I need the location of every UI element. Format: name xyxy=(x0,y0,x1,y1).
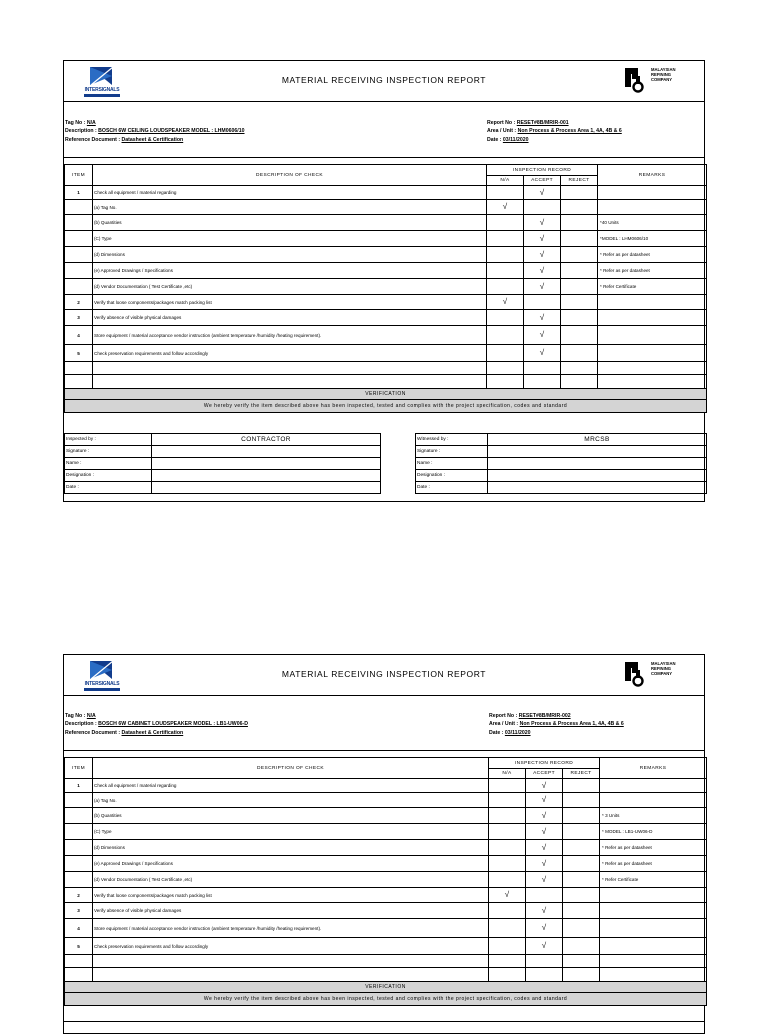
row-reject xyxy=(561,186,598,200)
row-reject xyxy=(563,808,600,824)
table-row xyxy=(65,345,707,362)
meta-left xyxy=(65,119,245,144)
row-remarks xyxy=(600,968,707,982)
row-remarks xyxy=(600,938,707,955)
header-reject: REJECT xyxy=(563,769,600,779)
row-na xyxy=(489,779,526,793)
mrc-logo-text-3: COMPANY xyxy=(651,77,673,82)
table-row xyxy=(65,919,707,938)
row-item xyxy=(65,263,93,279)
area-label: Area / Unit : xyxy=(489,721,519,728)
row-accept xyxy=(524,200,561,215)
row-reject xyxy=(563,919,600,938)
row-reject xyxy=(561,310,598,326)
witness-designation-label: Designation : xyxy=(416,470,488,482)
row-accept: √ xyxy=(526,903,563,919)
row-desc: (a) Tag No. xyxy=(93,793,489,808)
row-na xyxy=(487,310,524,326)
reference-label: Reference Document : xyxy=(65,729,121,736)
header-description: DESCRIPTION OF CHECK xyxy=(93,165,487,186)
row-na xyxy=(487,263,524,279)
mrc-logo-text-2: REFINING xyxy=(651,72,672,77)
row-desc xyxy=(93,362,487,375)
report-no-value: RESET#8B/MRIR-002 xyxy=(518,713,571,719)
row-remarks xyxy=(600,793,707,808)
header-item: ITEM xyxy=(65,165,93,186)
header-na: N/A xyxy=(489,769,526,779)
intersignals-logo-text: INTERSIGNALS xyxy=(84,681,120,687)
designation-label: Designation : xyxy=(65,470,152,482)
row-accept: √ xyxy=(526,793,563,808)
header-accept: ACCEPT xyxy=(526,769,563,779)
area-label: Area / Unit : xyxy=(487,128,517,135)
row-accept: √ xyxy=(526,938,563,955)
row-item: 2 xyxy=(65,888,93,903)
table-row xyxy=(65,955,707,968)
row-na xyxy=(489,793,526,808)
date-label: Date : xyxy=(489,729,504,736)
row-accept: √ xyxy=(524,263,561,279)
row-accept xyxy=(526,968,563,982)
report-no-label: Report No : xyxy=(487,120,516,126)
mrc-logo xyxy=(622,65,702,97)
report-no-label: Report No : xyxy=(489,713,518,719)
header-inspection-record: INSPECTION RECORD xyxy=(489,758,600,769)
row-desc: Verify that loose components/packages match packing list xyxy=(93,888,489,903)
row-accept xyxy=(524,362,561,375)
row-accept xyxy=(526,955,563,968)
row-remarks xyxy=(598,326,707,345)
row-na: √ xyxy=(487,200,524,215)
row-remarks xyxy=(600,919,707,938)
row-item: 2 xyxy=(65,295,93,310)
row-remarks: * Refer Certificate xyxy=(598,279,707,295)
row-remarks: * Refer as per datasheet xyxy=(600,840,707,856)
row-na xyxy=(487,215,524,231)
row-na xyxy=(489,903,526,919)
table-row xyxy=(65,968,707,982)
row-remarks: *MODEL : LHM0606/10 xyxy=(598,231,707,247)
table-row xyxy=(65,295,707,310)
tag-label: Tag No : xyxy=(65,120,86,126)
inspection-report-2 xyxy=(63,654,705,1034)
reference-value: Datasheet & Certification xyxy=(121,729,184,736)
table-row xyxy=(65,808,707,824)
header-description: DESCRIPTION OF CHECK xyxy=(93,758,489,779)
row-accept xyxy=(524,375,561,389)
row-item xyxy=(65,824,93,840)
witness-name-label: Name : xyxy=(416,458,488,470)
row-desc: (e) Approved Drawings / Specifications xyxy=(93,263,487,279)
row-desc: Check preservation requirements and follow accordingly xyxy=(93,345,487,362)
header-inspection-record: INSPECTION RECORD xyxy=(487,165,598,176)
row-desc: Store equipment / material acceptance vendor instruction (ambient temperature /humidity /heating requirement). xyxy=(93,919,489,938)
table-row xyxy=(65,310,707,326)
row-reject xyxy=(563,856,600,872)
row-na xyxy=(489,919,526,938)
row-remarks: * 3 Units xyxy=(600,808,707,824)
table-row xyxy=(65,326,707,345)
witness-signature-field[interactable] xyxy=(488,446,707,458)
row-reject xyxy=(563,938,600,955)
table-row xyxy=(65,215,707,231)
row-remarks xyxy=(598,362,707,375)
row-item: 4 xyxy=(65,919,93,938)
row-reject xyxy=(563,903,600,919)
date-sign-label: Date : xyxy=(65,482,152,494)
row-reject xyxy=(563,840,600,856)
row-item xyxy=(65,247,93,263)
row-na: √ xyxy=(489,888,526,903)
date-label: Date : xyxy=(487,136,502,143)
row-reject xyxy=(563,824,600,840)
mrcsb-label: MRCSB xyxy=(488,434,707,446)
row-accept: √ xyxy=(524,215,561,231)
row-accept: √ xyxy=(526,808,563,824)
name-field[interactable] xyxy=(152,458,381,470)
header-reject: REJECT xyxy=(561,176,598,186)
date-value: 03/11/2020 xyxy=(504,729,531,736)
table-row xyxy=(65,186,707,200)
description-value: BOSCH 6W CABINET LOUDSPEAKER MODEL : LB1-UW06-D xyxy=(98,721,248,728)
row-accept xyxy=(524,295,561,310)
table-row xyxy=(65,840,707,856)
row-item: 1 xyxy=(65,779,93,793)
mrc-logo xyxy=(622,659,702,691)
description-label: Description : xyxy=(65,721,97,728)
name-label: Name : xyxy=(65,458,152,470)
row-item: 3 xyxy=(65,310,93,326)
row-reject xyxy=(563,955,600,968)
row-item: 5 xyxy=(65,938,93,955)
meta-left xyxy=(65,712,248,737)
row-reject xyxy=(561,247,598,263)
row-accept: √ xyxy=(526,840,563,856)
row-item xyxy=(65,279,93,295)
area-value: Non Process & Process Area 1, 4A, 4B & 6 xyxy=(519,721,624,728)
check-table xyxy=(64,757,707,1006)
row-na xyxy=(489,955,526,968)
row-reject xyxy=(561,231,598,247)
table-row xyxy=(65,263,707,279)
reference-label: Reference Document : xyxy=(65,136,121,143)
inspected-by-label: Inspected by : xyxy=(65,434,152,446)
verification-title: VERIFICATION xyxy=(65,389,707,400)
table-row xyxy=(65,888,707,903)
row-remarks xyxy=(600,955,707,968)
row-item xyxy=(65,872,93,888)
row-desc: Verify that loose components/packages match packing list xyxy=(93,295,487,310)
reference-value: Datasheet & Certification xyxy=(121,136,184,143)
row-reject xyxy=(561,362,598,375)
row-desc: (d) Dimensions xyxy=(93,840,489,856)
row-reject xyxy=(561,375,598,389)
row-desc: Check all equipment / material regarding xyxy=(93,186,487,200)
description-label: Description : xyxy=(65,128,97,135)
row-na xyxy=(487,247,524,263)
row-na xyxy=(487,375,524,389)
row-desc xyxy=(93,375,487,389)
mrc-logo-text-2: REFINING xyxy=(651,666,672,671)
row-item xyxy=(65,375,93,389)
row-na: √ xyxy=(487,295,524,310)
row-remarks xyxy=(598,345,707,362)
row-desc: Verify absence of visible physical damages xyxy=(93,310,487,326)
witness-date-field[interactable] xyxy=(488,482,707,494)
row-accept: √ xyxy=(526,872,563,888)
verification-text: We hereby verify the item described above has been inspected, tested and complies with the project specification, codes and standard xyxy=(65,400,707,413)
verification-title: VERIFICATION xyxy=(65,982,707,993)
signature-table xyxy=(64,433,707,494)
row-accept: √ xyxy=(524,247,561,263)
signature-field[interactable] xyxy=(152,446,381,458)
row-desc: (d) Dimensions xyxy=(93,247,487,263)
row-na xyxy=(489,968,526,982)
header-remarks: REMARKS xyxy=(598,165,707,186)
intersignals-logo-text: INTERSIGNALS xyxy=(84,87,120,93)
report-no-value: RESET#8B/MRIR-001 xyxy=(516,120,569,126)
row-remarks xyxy=(598,200,707,215)
row-reject xyxy=(563,872,600,888)
row-na xyxy=(489,856,526,872)
row-accept: √ xyxy=(524,345,561,362)
table-row xyxy=(65,231,707,247)
row-remarks xyxy=(598,310,707,326)
tag-value: N/A xyxy=(86,120,96,126)
row-item xyxy=(65,808,93,824)
row-na xyxy=(489,938,526,955)
table-row xyxy=(65,903,707,919)
row-accept: √ xyxy=(524,326,561,345)
row-desc: Verify absence of visible physical damages xyxy=(93,903,489,919)
row-reject xyxy=(561,295,598,310)
table-row xyxy=(65,856,707,872)
table-row xyxy=(65,872,707,888)
report-title: MATERIAL RECEIVING INSPECTION REPORT xyxy=(281,669,487,679)
description-value: BOSCH 6W CEILING LOUDSPEAKER MODEL : LHM0606/10 xyxy=(98,128,245,135)
row-desc: (d) Vendor Documentation ( Test Certificate ,etc) xyxy=(93,872,489,888)
witness-designation-field[interactable] xyxy=(488,470,707,482)
tag-label: Tag No : xyxy=(65,713,86,719)
table-row xyxy=(65,779,707,793)
row-accept: √ xyxy=(524,310,561,326)
table-row xyxy=(65,247,707,263)
row-item xyxy=(65,200,93,215)
row-na xyxy=(487,279,524,295)
witness-date-label: Date : xyxy=(416,482,488,494)
inspection-report-1 xyxy=(63,60,705,502)
meta-right xyxy=(487,119,622,144)
table-row xyxy=(65,362,707,375)
row-accept: √ xyxy=(524,186,561,200)
row-reject xyxy=(561,279,598,295)
row-item: 5 xyxy=(65,345,93,362)
row-desc: Check all equipment / material regarding xyxy=(93,779,489,793)
row-reject xyxy=(563,779,600,793)
mrc-logo-text-3: COMPANY xyxy=(651,671,673,676)
row-remarks: * Refer as per datasheet xyxy=(598,263,707,279)
table-row xyxy=(65,375,707,389)
table-row xyxy=(65,938,707,955)
row-na xyxy=(489,872,526,888)
row-desc: (d) Vendor Documentation ( Test Certificate ,etc) xyxy=(93,279,487,295)
row-remarks: * Refer Certificate xyxy=(600,872,707,888)
area-value: Non Process & Process Area 1, 4A, 4B & 6 xyxy=(517,128,622,135)
row-remarks: *40 Units xyxy=(598,215,707,231)
row-desc: (b) Quantities xyxy=(93,808,489,824)
row-remarks xyxy=(600,779,707,793)
check-table xyxy=(64,164,707,413)
row-item xyxy=(65,856,93,872)
signature-label: Signature : xyxy=(65,446,152,458)
row-item: 4 xyxy=(65,326,93,345)
row-remarks: * MODEL : LB1-UW06-D xyxy=(600,824,707,840)
row-item xyxy=(65,840,93,856)
header-accept: ACCEPT xyxy=(524,176,561,186)
table-row xyxy=(65,200,707,215)
mrc-logo-text-1: MALAYSIAN xyxy=(651,661,676,666)
witness-signature-label: Signature : xyxy=(416,446,488,458)
date-value: 03/11/2020 xyxy=(502,136,529,143)
row-reject xyxy=(563,793,600,808)
row-remarks xyxy=(598,295,707,310)
verification-text: We hereby verify the item described above has been inspected, tested and complies with the project specification, codes and standard xyxy=(65,993,707,1006)
row-item xyxy=(65,215,93,231)
meta-right xyxy=(489,712,624,737)
row-desc xyxy=(93,955,489,968)
row-item: 1 xyxy=(65,186,93,200)
row-na xyxy=(489,824,526,840)
row-reject xyxy=(561,326,598,345)
mrc-logo-text-1: MALAYSIAN xyxy=(651,67,676,72)
row-desc: (C) Type xyxy=(93,824,489,840)
row-item xyxy=(65,362,93,375)
row-reject xyxy=(561,200,598,215)
row-desc: (e) Approved Drawings / Specifications xyxy=(93,856,489,872)
row-remarks xyxy=(600,903,707,919)
row-remarks xyxy=(598,186,707,200)
designation-field[interactable] xyxy=(152,470,381,482)
row-reject xyxy=(561,263,598,279)
witness-name-field[interactable] xyxy=(488,458,707,470)
date-sign-field[interactable] xyxy=(152,482,381,494)
row-reject xyxy=(561,215,598,231)
row-accept: √ xyxy=(524,279,561,295)
row-desc: (b) Quantities xyxy=(93,215,487,231)
witnessed-by-label: Witnessed by : xyxy=(416,434,488,446)
row-na xyxy=(487,326,524,345)
row-item xyxy=(65,793,93,808)
row-item xyxy=(65,231,93,247)
row-accept: √ xyxy=(524,231,561,247)
row-desc: (a) Tag No. xyxy=(93,200,487,215)
row-na xyxy=(487,186,524,200)
row-accept: √ xyxy=(526,779,563,793)
row-accept: √ xyxy=(526,919,563,938)
contractor-label: CONTRACTOR xyxy=(152,434,381,446)
tag-value: N/A xyxy=(86,713,96,719)
row-desc: Store equipment / material acceptance vendor instruction (ambient temperature /humidity /heating requirement). xyxy=(93,326,487,345)
header-na: N/A xyxy=(487,176,524,186)
report-title: MATERIAL RECEIVING INSPECTION REPORT xyxy=(281,75,487,85)
table-row xyxy=(65,793,707,808)
row-accept: √ xyxy=(526,856,563,872)
row-accept: √ xyxy=(526,824,563,840)
report-header xyxy=(64,655,704,696)
row-accept xyxy=(526,888,563,903)
row-desc xyxy=(93,968,489,982)
row-reject xyxy=(563,968,600,982)
row-item: 3 xyxy=(65,903,93,919)
row-na xyxy=(487,231,524,247)
row-na xyxy=(487,362,524,375)
row-na xyxy=(489,808,526,824)
row-na xyxy=(489,840,526,856)
table-row xyxy=(65,279,707,295)
row-remarks xyxy=(600,888,707,903)
header-item: ITEM xyxy=(65,758,93,779)
row-reject xyxy=(563,888,600,903)
report-header xyxy=(64,61,704,102)
row-remarks xyxy=(598,375,707,389)
row-desc: Check preservation requirements and follow accordingly xyxy=(93,938,489,955)
row-remarks: * Refer as per datasheet xyxy=(600,856,707,872)
header-remarks: REMARKS xyxy=(600,758,707,779)
row-item xyxy=(65,968,93,982)
row-na xyxy=(487,345,524,362)
row-desc: (C) Type xyxy=(93,231,487,247)
row-reject xyxy=(561,345,598,362)
row-remarks: * Refer as per datasheet xyxy=(598,247,707,263)
table-row xyxy=(65,824,707,840)
row-item xyxy=(65,955,93,968)
